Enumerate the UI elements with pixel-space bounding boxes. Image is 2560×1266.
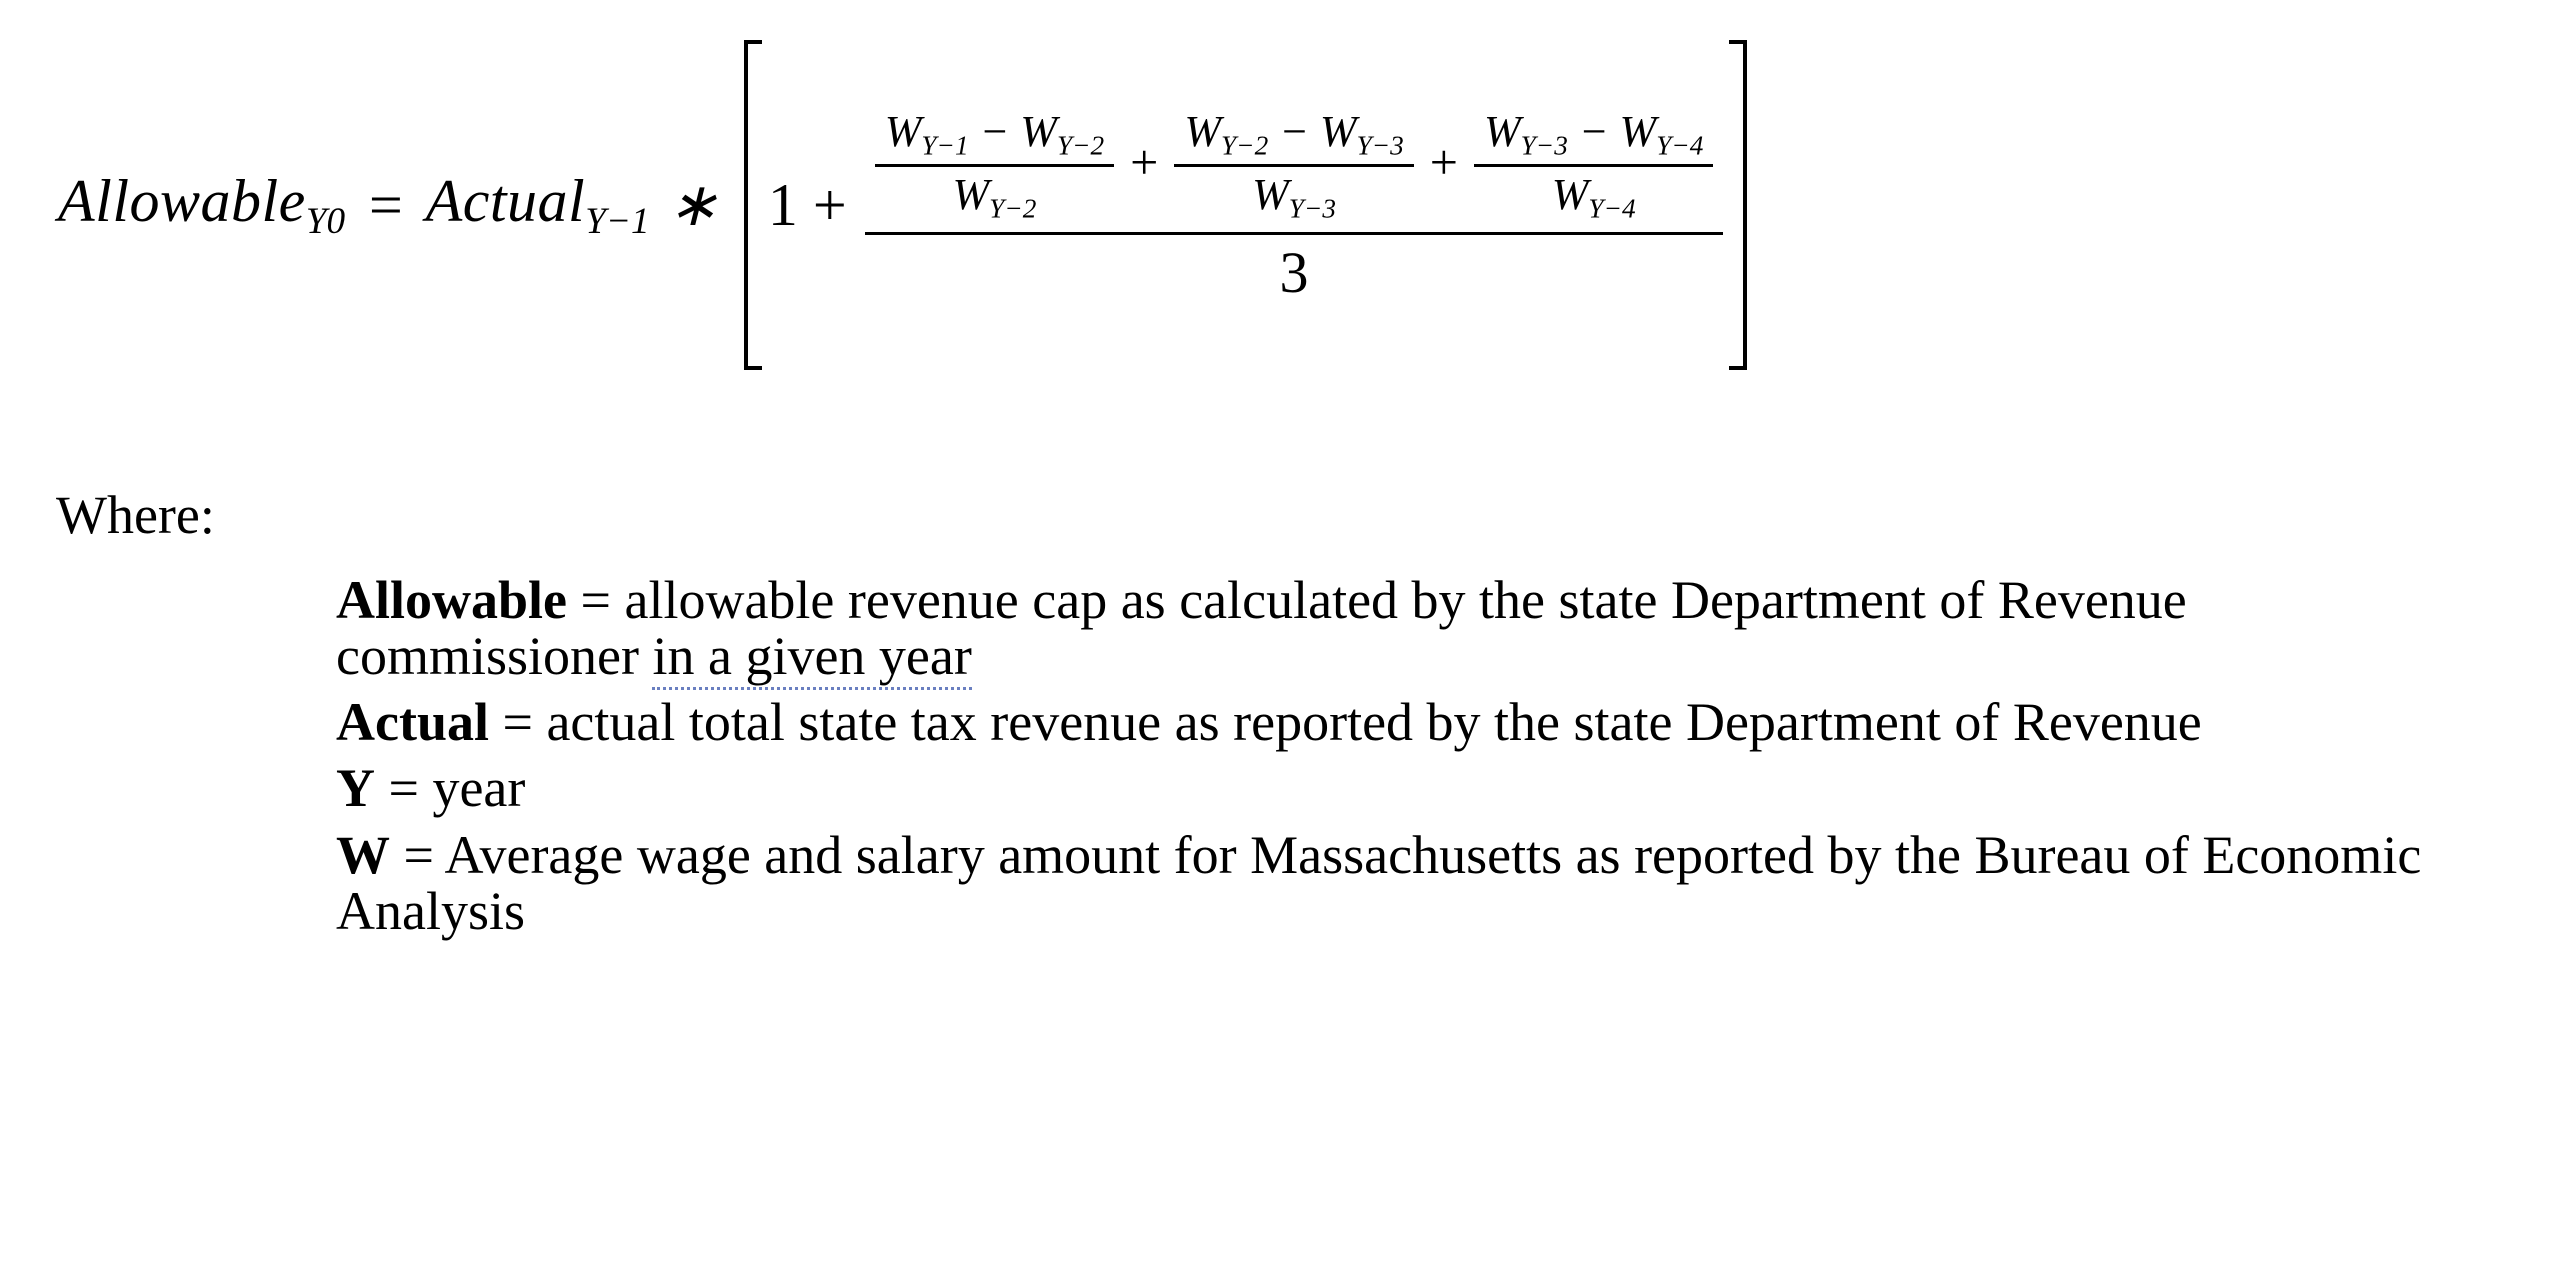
definitions-list xyxy=(336,572,2446,949)
w-symbol: W xyxy=(952,169,990,219)
definition-allowable xyxy=(336,570,2446,687)
w-subscript: Y−1 xyxy=(921,130,969,161)
definition-equals: = xyxy=(375,758,433,819)
one-plus-term: 1 + xyxy=(767,171,847,238)
definition-text: year xyxy=(432,758,526,819)
definition-wage xyxy=(336,824,2446,941)
growth-term-2-denominator xyxy=(1242,167,1346,227)
definition-term: Allowable xyxy=(336,570,568,630)
definition-equals: = xyxy=(390,824,445,885)
growth-term-3-denominator xyxy=(1542,167,1646,227)
growth-term-1-denominator xyxy=(943,167,1047,227)
w-subscript: Y−2 xyxy=(1056,130,1105,161)
w-symbol: W xyxy=(1020,106,1057,156)
w-symbol: W xyxy=(884,106,922,156)
definition-equals: = xyxy=(488,692,547,753)
outer-denominator: 3 xyxy=(1279,240,1309,306)
formula-actual xyxy=(426,167,650,243)
where-label: Where: xyxy=(56,485,215,545)
w-symbol: W xyxy=(1483,106,1521,156)
growth-term-3 xyxy=(1474,104,1713,226)
growth-term-1 xyxy=(875,104,1114,226)
formula-block xyxy=(58,40,1755,370)
w-subscript: Y−4 xyxy=(1656,130,1704,161)
bracket-contents xyxy=(762,40,1730,370)
actual-subscript: Y−1 xyxy=(585,200,650,242)
minus-operator: − xyxy=(1578,106,1609,156)
left-bracket-icon xyxy=(736,40,762,370)
w-subscript: Y−3 xyxy=(1356,130,1404,161)
w-symbol: W xyxy=(1252,169,1289,219)
formula-lhs xyxy=(58,167,345,243)
definition-equals: = xyxy=(567,570,625,630)
definition-year xyxy=(336,758,2446,819)
growth-term-2 xyxy=(1174,104,1413,226)
definition-actual xyxy=(336,692,2446,753)
w-symbol: W xyxy=(1184,106,1221,156)
w-subscript: Y−4 xyxy=(1588,193,1636,224)
outer-numerator xyxy=(865,102,1724,232)
definition-text: Average wage and salary amount for Massachusetts as reported by the Bureau of Economic Analysis xyxy=(336,824,2422,941)
minus-operator: − xyxy=(1279,106,1309,156)
w-symbol: W xyxy=(1551,169,1589,219)
definition-text: allowable revenue cap as calculated by the state Department of Revenue commissioner xyxy=(336,570,2187,687)
plus-operator-2: + xyxy=(1429,134,1458,190)
definition-text: actual total state tax revenue as reported by the state Department of Revenue xyxy=(546,692,2202,753)
actual-symbol: Actual xyxy=(425,168,586,235)
allowable-subscript: Y0 xyxy=(305,200,346,242)
multiply-operator: ∗ xyxy=(667,172,718,238)
growth-term-3-numerator xyxy=(1474,104,1713,164)
w-symbol: W xyxy=(1619,106,1657,156)
growth-term-2-numerator xyxy=(1174,104,1413,164)
plus-operator-1: + xyxy=(1130,134,1159,190)
w-subscript: Y−3 xyxy=(1520,130,1568,161)
minus-operator: − xyxy=(979,106,1010,156)
definition-term: Y xyxy=(336,758,375,819)
outer-fraction xyxy=(865,102,1724,308)
w-subscript: Y−2 xyxy=(1221,130,1269,161)
definition-term: W xyxy=(336,824,390,885)
w-subscript: Y−2 xyxy=(989,193,1037,224)
definition-text-marked: in a given year xyxy=(652,626,971,690)
w-subscript: Y−3 xyxy=(1288,193,1336,224)
allowable-symbol: Allowable xyxy=(58,168,306,235)
equals-operator: = xyxy=(365,171,406,238)
w-symbol: W xyxy=(1319,106,1357,156)
definition-term: Actual xyxy=(336,692,489,753)
right-bracket-icon xyxy=(1729,40,1755,370)
growth-term-1-numerator xyxy=(875,104,1114,164)
